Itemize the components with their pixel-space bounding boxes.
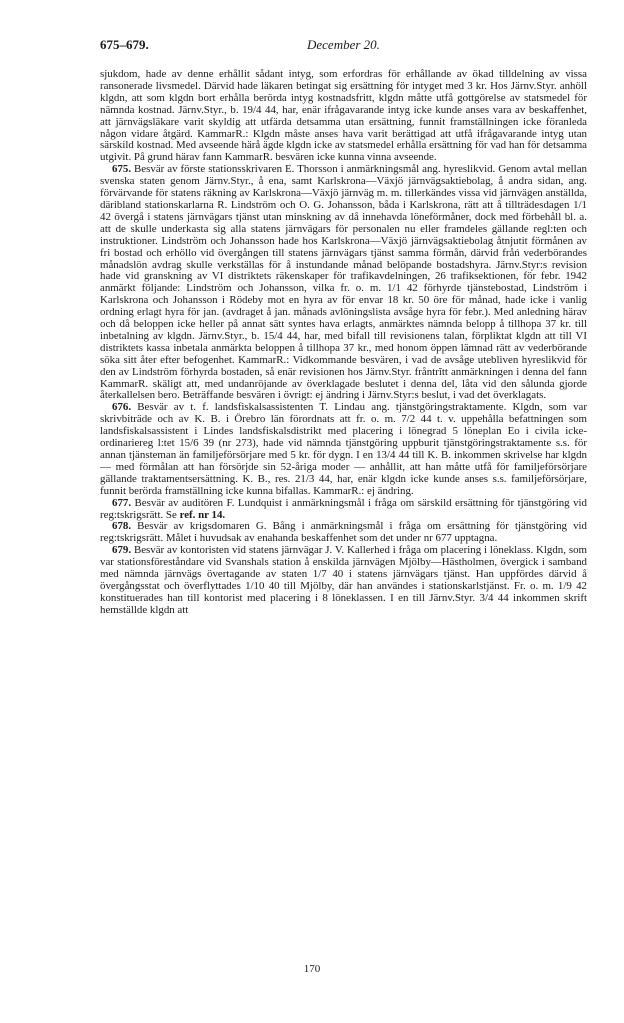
paragraph-text: sjukdom, hade av denne erhållit sådant intyg, som erfordras för erhållande av ökad tilldelning av vissa ransonerade livsmedel. Därvid hade läkaren betingat sig ersättning för intyget med 3 kr. Hos Järnv.Styr. anhöll klgdn, att som klgdn bort erhålla berörda intyg kostnadsfritt, klgdn måtte utfå gottgörelse av statsmedel för nämnda kostnad. Järnv.Styr., b. 19/4 44, har, enär ifrågavarande intyg icke kunde anses vara av beskaffenhet, att järnvägsläkare varit skyldig att utfärda detsamma utan ersättning, funnit framställningen icke föranleda någon vidare åtgärd. KammarR.: Klgdn måste anses hava varit berättigad att utfå ifrågavarande intyg utan särskild kostnad. Med avseende härå ägde klgdn icke av statsmedel erhålla ersättning för vad han för detsamma utgivit. På grund härav fann KammarR. besvären icke kunna vinna avseende. [100, 68, 587, 164]
page-number: 170 [303, 963, 321, 975]
case-number: 678. [112, 520, 132, 533]
cross-reference: ref. nr 14. [179, 508, 226, 521]
header-date: December 20. [307, 37, 380, 52]
case-number: 675. [112, 163, 132, 176]
case-paragraph-675 [100, 164, 587, 402]
case-paragraph-676 [100, 402, 587, 497]
running-header [100, 37, 530, 57]
case-number: 679. [112, 544, 132, 557]
paragraph-continuation [100, 69, 587, 164]
paragraph-text: Besvär av auditören F. Lundquist i anmärkningsmål i fråga om särskild ersättning för tjänstgöring vid reg:tskrigsrätt. Se [100, 496, 587, 521]
paragraph-text: Besvär av kontoristen vid statens järnvägar J. V. Kallerhed i fråga om placering i löneklass. Klgdn, som var stationsföreståndare vid Svanshals station å enskilda järnvägen Mjölby—Hästholmen, övergick i samband med nämnda järnvägs övertagande av staten 1/7 40 i statens järnvägars tjänst. Han uppfördes därvid å övergångsstat och överflyttades 1/10 40 till Mjölby, där han användes i stationskarlstjänst. Fr. o. m. 1/9 42 konstituerades han till kontorist med placering i 8 löneklassen. I en till Järnv.Styr. 3/4 44 inkommen skrift hemställde klgdn att [100, 544, 587, 616]
case-paragraph-679 [100, 545, 587, 616]
case-paragraph-677 [100, 498, 587, 522]
paragraph-text: Besvär av förste stationsskrivaren E. Thorsson i anmärkningsmål ang. hyreslikvid. Genom avtal mellan svenska staten genom Järnv.Styr., å ena, samt Karlskrona—Växjö järnvägsaktiebolag, å andra sidan, ang. förvärvande för statens räkning av Karlskrona—Växjö järnväg m. m. tillerkändes vissa vid järnvägen anställda, däribland stationskarlarna R. Lindström och O. G. Johansson, båda i Karlskrona, rätt att å tillträdesdagen 1/1 42 övergå i statens järnvägars tjänst utan minskning av då innehavda löneförmåner, dock med förbehåll bl. a. att de skulle underkasta sig alla statens järnvägars för personalen nu eller framdeles gällande regl:ten och instruktioner. Lindström och Johansson hade hos Karlskrona—Växjö järnvägsaktiebolag åtnjutit förmånen av fri bostad och erhöllo vid övergången till statens järnvägars tjänst samma förmån, därvid fråń vederbörandes månadslön avdrag skulle verkställas för å instundande månad belöpande bostadshyra. Järnv.Styr:s revision hade vid granskning av VI distriktets räkenskaper för trafikavdelningen, 26 trafiksektionen, för febr. 1942 anmärkt följande: Lindström och Johansson, vilka fr. o. m. 1/1 42 förhyrde tjänstebostad, Lindström i Karlskrona och Johansson i Rödeby mot en hyra av för envar 18 kr. 50 öre för månad, hade icke i vanlig ordning erlagt hyra för jan. (avdraget å jan. månads avlöningslista avsåge hyra för febr.). Med anledning härav och då beloppen icke heller på annat sätt syntes hava erlagts, anmärktes nämnda belopp å tillhopa 37 kr. till inbetalning av klgdn. Järnv.Styr., b. 15/4 44, har, med bifall till revisionens talan, förpliktat klgdn att till VI distriktets kassa inbetala anmärkta beloppen å tillhopa 37 kr., med honom öppen lämnad rätt av vederbörande söka sitt åter efter befogenhet. KammarR.: Vidkommande besvären, i vad de avsåge utebliven hyreslikvid för den av Lindström förhyrda bostaden, så enär revisionen hos Järnv.Styr. fråntrĭtt anmärkningen i denna del fann KammarR. skäligt att, med undanröjande av överklagade beslutet i denna del, låta vid den sålunda gjorde återkallelsen bero. Beträffande besvären i övrigt: ej ändring i Järnv.Styr:s beslut, i vad det överklagats. [100, 163, 587, 402]
case-paragraph-678 [100, 521, 587, 545]
paragraph-text: Besvär av t. f. landsfiskalsassistenten T. Lindau ang. tjänstgöringstraktamente. Klgdn, som var skrivbiträde och av K. B. i Örebro län förordnats att fr. o. m. 7/2 44 t. v. uppehålla befattningen som landsfiskalsassistent i Lindes landsfiskalsdistrikt med placering i lönegrad 5 löneplan Eo i civila icke-ordinariereg l:tet 15/6 39 (nr 273), hade vid nämnda tjänstgöring uppburit tjänstgöringstraktamente s.s. för annan tjänsteman än familjeförsörjare med 5 kr. för dygn. I en 13/4 44 till K. B. inkommen skrivelse har klgdn — med förmålan att han försörjde sin 52-åriga moder — anhållit, att han måtte utfå för familjeförsörjare gällande traktamentsersättning. K. B., res. 21/3 44, har, enär klgdn icke kunde anses s.s. familjeförsörjare, funnit berörda framställning icke kunna bifallas. KammarR.: ej ändring. [100, 401, 587, 497]
case-number: 676. [112, 401, 132, 414]
case-number-range: 675–679. [100, 37, 149, 52]
case-number: 677. [112, 496, 132, 509]
paragraph-text: Besvär av krigsdomaren G. Bång i anmärkningsmål i fråga om ersättning för tjänstgöring vid reg:tskrigsrätt. Målet i huvudsak av enahanda beskaffenhet som det under nr 677 upptagna. [100, 520, 587, 545]
document-body [100, 69, 587, 617]
